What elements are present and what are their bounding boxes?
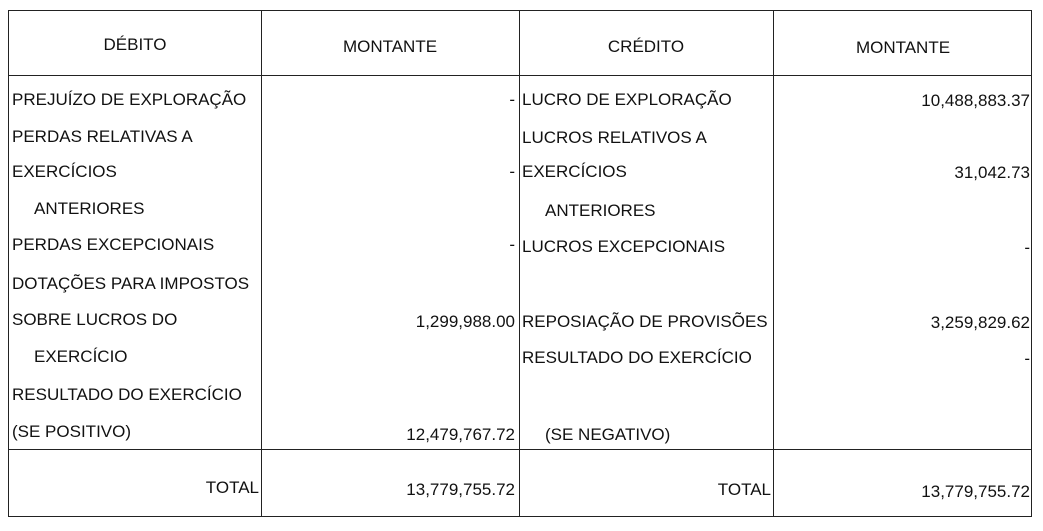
- debit-resultado-value: 12,479,767.72: [406, 425, 515, 444]
- debit-perdas-excepcionais-label: PERDAS EXCEPCIONAIS: [12, 235, 215, 254]
- credit-lucros-relativos-label-3: ANTERIORES: [545, 201, 656, 220]
- debit-dotacoes-label-3: EXERCÍCIO: [34, 347, 128, 366]
- credit-lucros-excepcionais-value: -: [1024, 238, 1030, 257]
- header-debito: DÉBITO: [103, 35, 167, 54]
- debit-perdas-relativas-label-1: PERDAS RELATIVAS A: [12, 127, 193, 146]
- credit-lucro-exploracao-label: LUCRO DE EXPLORAÇÃO: [522, 90, 732, 109]
- debit-resultado-label-1: RESULTADO DO EXERCÍCIO: [12, 385, 242, 404]
- debit-dotacoes-label-1: DOTAÇÕES PARA IMPOSTOS: [12, 274, 250, 293]
- credit-resultado-label-1: RESULTADO DO EXERCÍCIO: [522, 348, 752, 367]
- credit-total-label: TOTAL: [717, 480, 771, 499]
- debit-perdas-relativas-label-3: ANTERIORES: [34, 199, 145, 218]
- debit-perdas-relativas-value: -: [509, 162, 515, 181]
- debit-prejuizo-exploracao-label: PREJUÍZO DE EXPLORAÇÃO: [12, 90, 247, 109]
- header-montante-debito: MONTANTE: [342, 37, 438, 56]
- credit-lucro-exploracao-value: 10,488,883.37: [921, 91, 1030, 110]
- header-montante-credito: MONTANTE: [855, 38, 951, 57]
- debit-perdas-excepcionais-value: -: [509, 235, 515, 254]
- column-divider: [773, 11, 774, 516]
- demonstracao-resultados-table: [8, 10, 1032, 517]
- column-divider: [519, 11, 520, 516]
- credit-resultado-value: -: [1024, 349, 1030, 368]
- credit-lucros-relativos-label-2: EXERCÍCIOS: [522, 162, 627, 181]
- credit-lucros-relativos-value: 31,042.73: [954, 163, 1030, 182]
- header-divider: [9, 75, 1031, 76]
- header-credito: CRÉDITO: [607, 37, 685, 56]
- credit-total-value: 13,779,755.72: [921, 482, 1030, 501]
- debit-total-value: 13,779,755.72: [406, 480, 515, 499]
- credit-lucros-excepcionais-label: LUCROS EXCEPCIONAIS: [522, 237, 726, 256]
- debit-total-label: TOTAL: [205, 478, 259, 497]
- credit-reposicao-provisoes-value: 3,259,829.62: [930, 313, 1030, 332]
- debit-prejuizo-exploracao-value: -: [509, 90, 515, 109]
- credit-reposicao-provisoes-label: REPOSIAÇÃO DE PROVISÕES: [522, 312, 768, 331]
- debit-dotacoes-value: 1,299,988.00: [415, 312, 515, 331]
- credit-resultado-label-2: (SE NEGATIVO): [545, 425, 671, 444]
- debit-dotacoes-label-2: SOBRE LUCROS DO: [12, 310, 178, 329]
- debit-resultado-label-2: (SE POSITIVO): [12, 422, 132, 441]
- debit-perdas-relativas-label-2: EXERCÍCIOS: [12, 162, 117, 181]
- credit-lucros-relativos-label-1: LUCROS RELATIVOS A: [522, 128, 707, 147]
- total-divider: [9, 449, 1031, 450]
